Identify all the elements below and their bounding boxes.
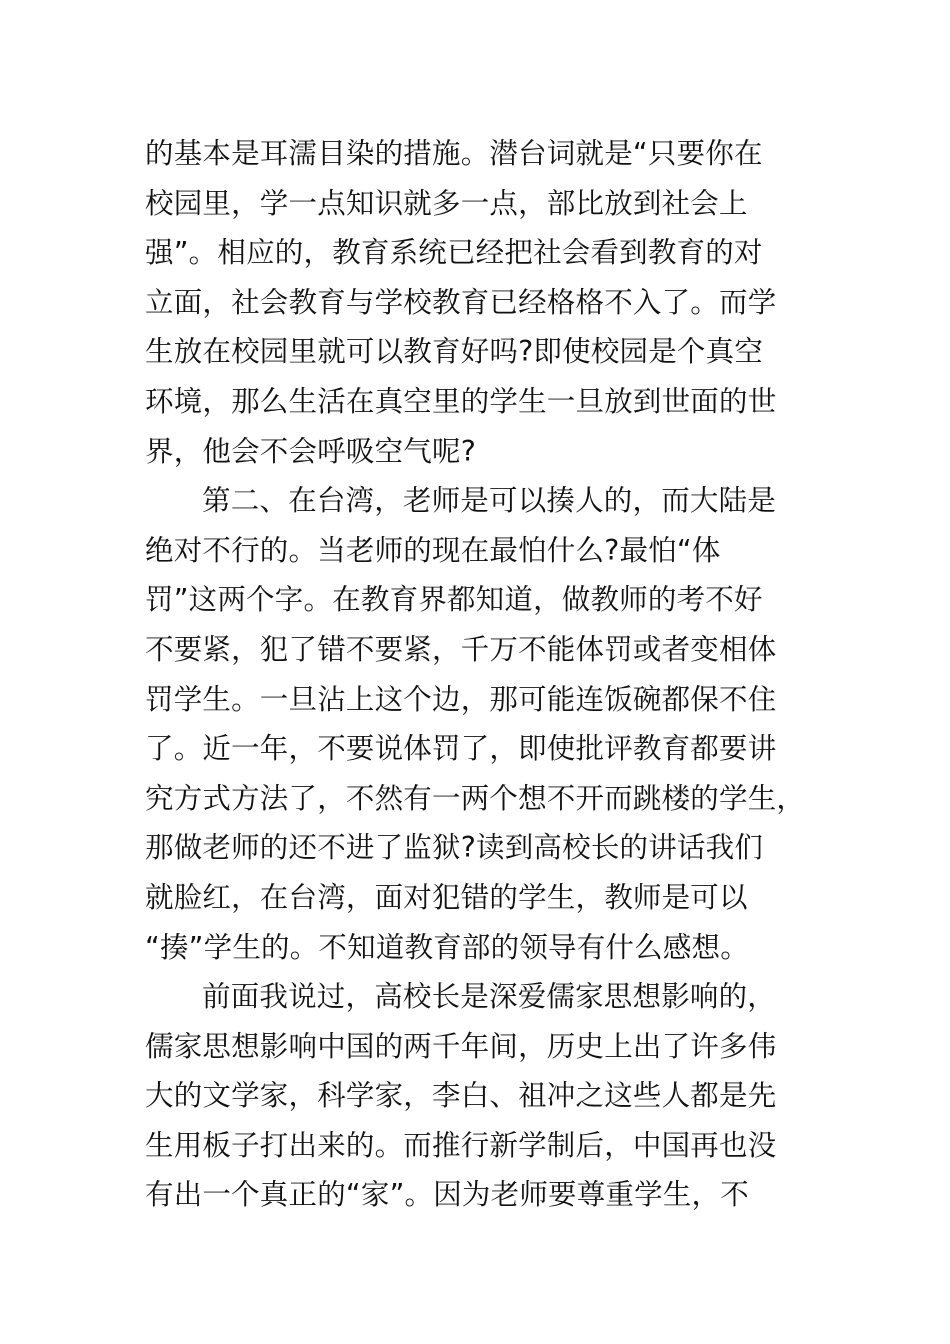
text-line: 生用板子打出来的。而推行新学制后，中国再也没	[145, 1128, 777, 1162]
text-line: 儒家思想影响中国的两千年间，历史上出了许多伟	[145, 1029, 777, 1063]
text-line: “揍”学生的。不知道教育部的领导有什么感想。	[145, 930, 749, 964]
text-line: 究方式方法了，不然有一两个想不开而跳楼的学生，	[145, 781, 806, 815]
text-line: 就脸红，在台湾，面对犯错的学生，教师是可以	[145, 880, 748, 914]
text-line: 生放在校园里就可以教育好吗?即使校园是个真空	[145, 335, 764, 369]
text-line: 了。近一年，不要说体罚了，即使批评教育都要讲	[145, 732, 777, 766]
text-line: 校园里，学一点知识就多一点，部比放到社会上	[145, 186, 748, 220]
text-line: 有出一个真正的“家”。因为老师要尊重学生，不	[145, 1178, 749, 1212]
text-line: 罚”这两个字。在教育界都知道，做教师的考不好	[145, 583, 763, 617]
paragraph-start-line: 前面我说过，高校长是深爱儒家思想影响的，	[202, 980, 777, 1014]
body-text	[145, 129, 805, 1220]
paragraph-start-line: 第二、在台湾，老师是可以揍人的，而大陆是	[202, 484, 777, 518]
text-line: 不要紧，犯了错不要紧，千万不能体罚或者变相体	[145, 632, 777, 666]
text-line: 绝对不行的。当老师的现在最怕什么?最怕“体	[145, 533, 721, 567]
text-line: 那做老师的还不进了监狱?读到高校长的讲话我们	[145, 831, 764, 865]
text-line: 罚学生。一旦沾上这个边，那可能连饭碗都保不住	[145, 682, 777, 716]
text-line: 环境，那么生活在真空里的学生一旦放到世面的世	[145, 384, 777, 418]
text-line: 大的文学家，科学家，李白、祖冲之这些人都是先	[145, 1079, 777, 1113]
text-line: 的基本是耳濡目染的措施。潜台词就是“只要你在	[145, 137, 763, 170]
text-line: 界，他会不会呼吸空气呢?	[145, 434, 477, 468]
text-line: 立面，社会教育与学校教育已经格格不入了。而学	[145, 285, 777, 319]
text-line: 强”。相应的，教育系统已经把社会看到教育的对	[145, 236, 763, 270]
